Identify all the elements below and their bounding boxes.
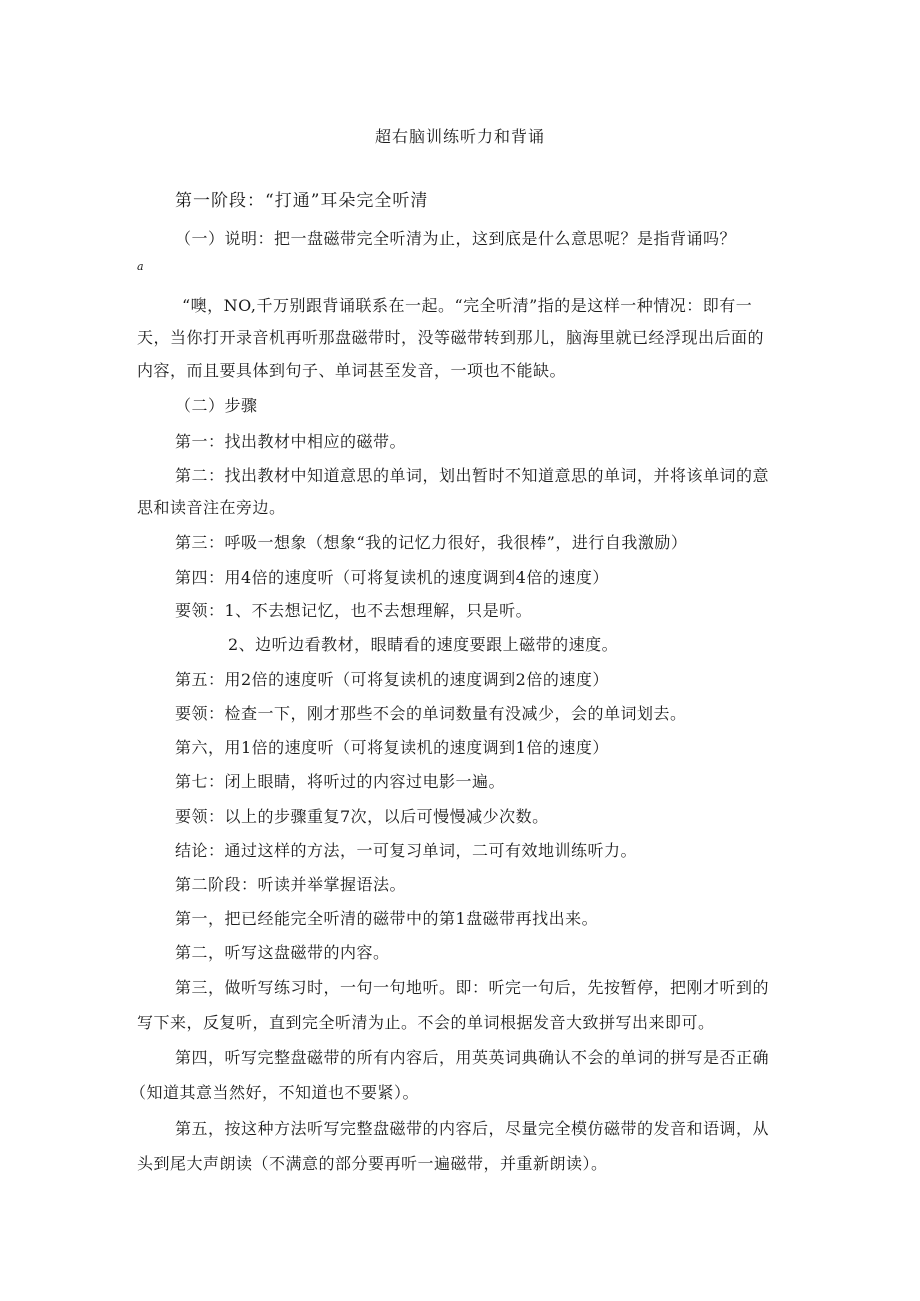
step-6: 第六，用1倍的速度听（可将复读机的速度调到1倍的速度） xyxy=(175,738,609,757)
step-1: 第一：找出教材中相应的磁带。 xyxy=(175,432,407,451)
stage2-step-2: 第二，听写这盘磁带的内容。 xyxy=(175,943,390,962)
step-7: 第七：闭上眼睛，将听过的内容过电影一遍。 xyxy=(175,772,506,791)
step-3: 第三：呼吸一想象（想象“我的记忆力很好，我很棒”，进行自我激励） xyxy=(175,533,688,552)
stage2-step-4-line-1: 第四，听写完整盘磁带的所有内容后，用英英词典确认不会的单词的拼写是否正确 xyxy=(175,1048,770,1067)
steps-label: （二）步骤 xyxy=(175,396,258,415)
step-2-line-1: 第二：找出教材中知道意思的单词，划出暂时不知道意思的单词，并将该单词的意 xyxy=(175,466,770,485)
explain-paragraph-line-2: 天，当你打开录音机再听那盘磁带时，没等磁带转到那儿，脑海里就已经浮现出后面的 xyxy=(137,328,765,347)
stage2-step-3-line-2: 写下来，反复听，直到完全听清为止。不会的单词根据发音大致拼写出来即可。 xyxy=(137,1013,715,1032)
explain-paragraph-line-1: “噢，NO,千万别跟背诵联系在一起。“完全听清”指的是这样一种情况：即有一 xyxy=(182,296,753,315)
key-point-1b: 2、边听边看教材，眼睛看的速度要跟上磁带的速度。 xyxy=(228,635,619,654)
stage2-heading: 第二阶段：听读并举掌握语法。 xyxy=(175,875,407,894)
step-4: 第四：用4倍的速度听（可将复读机的速度调到4倍的速度） xyxy=(175,568,609,587)
step-2-line-2: 思和读音注在旁边。 xyxy=(137,498,286,517)
stage2-step-4-line-2: （知道其意当然好，不知道也不要紧）。 xyxy=(130,1083,420,1102)
stage2-step-3-line-1: 第三，做听写练习时，一句一句地听。即：听完一句后，先按暂停，把刚才听到的 xyxy=(175,978,770,997)
document-title: 超右脑训练听力和背诵 xyxy=(374,127,545,146)
stage2-step-5-line-1: 第五，按这种方法听写完整盘磁带的内容后，尽量完全模仿磁带的发音和语调，从 xyxy=(175,1119,770,1138)
key-point-2: 要领：检查一下，刚才那些不会的单词数量有没减少，会的单词划去。 xyxy=(175,704,687,723)
footnote-mark: a xyxy=(137,260,144,273)
conclusion: 结论：通过这样的方法，一可复习单词，二可有效地训练听力。 xyxy=(175,841,638,860)
step-5: 第五：用2倍的速度听（可将复读机的速度调到2倍的速度） xyxy=(175,670,609,689)
stage2-step-1: 第一，把已经能完全听清的磁带中的第1盘磁带再找出来。 xyxy=(175,909,599,928)
stage1-heading: 第一阶段：“打通”耳朵完全听清 xyxy=(175,191,429,211)
stage2-step-5-line-2: 头到尾大声朗读（不满意的部分要再听一遍磁带，并重新朗读）。 xyxy=(137,1154,608,1173)
key-point-3: 要领：以上的步骤重复7次，以后可慢慢减少次数。 xyxy=(175,807,549,826)
key-point-1: 要领：1、不去想记忆，也不去想理解，只是听。 xyxy=(175,601,533,620)
explain-label: （一）说明：把一盘磁带完全听清为止，这到底是什么意思呢？是指背诵吗？ xyxy=(175,229,737,248)
explain-paragraph-line-3: 内容，而且要具体到句子、单词甚至发音，一项也不能缺。 xyxy=(137,361,567,380)
